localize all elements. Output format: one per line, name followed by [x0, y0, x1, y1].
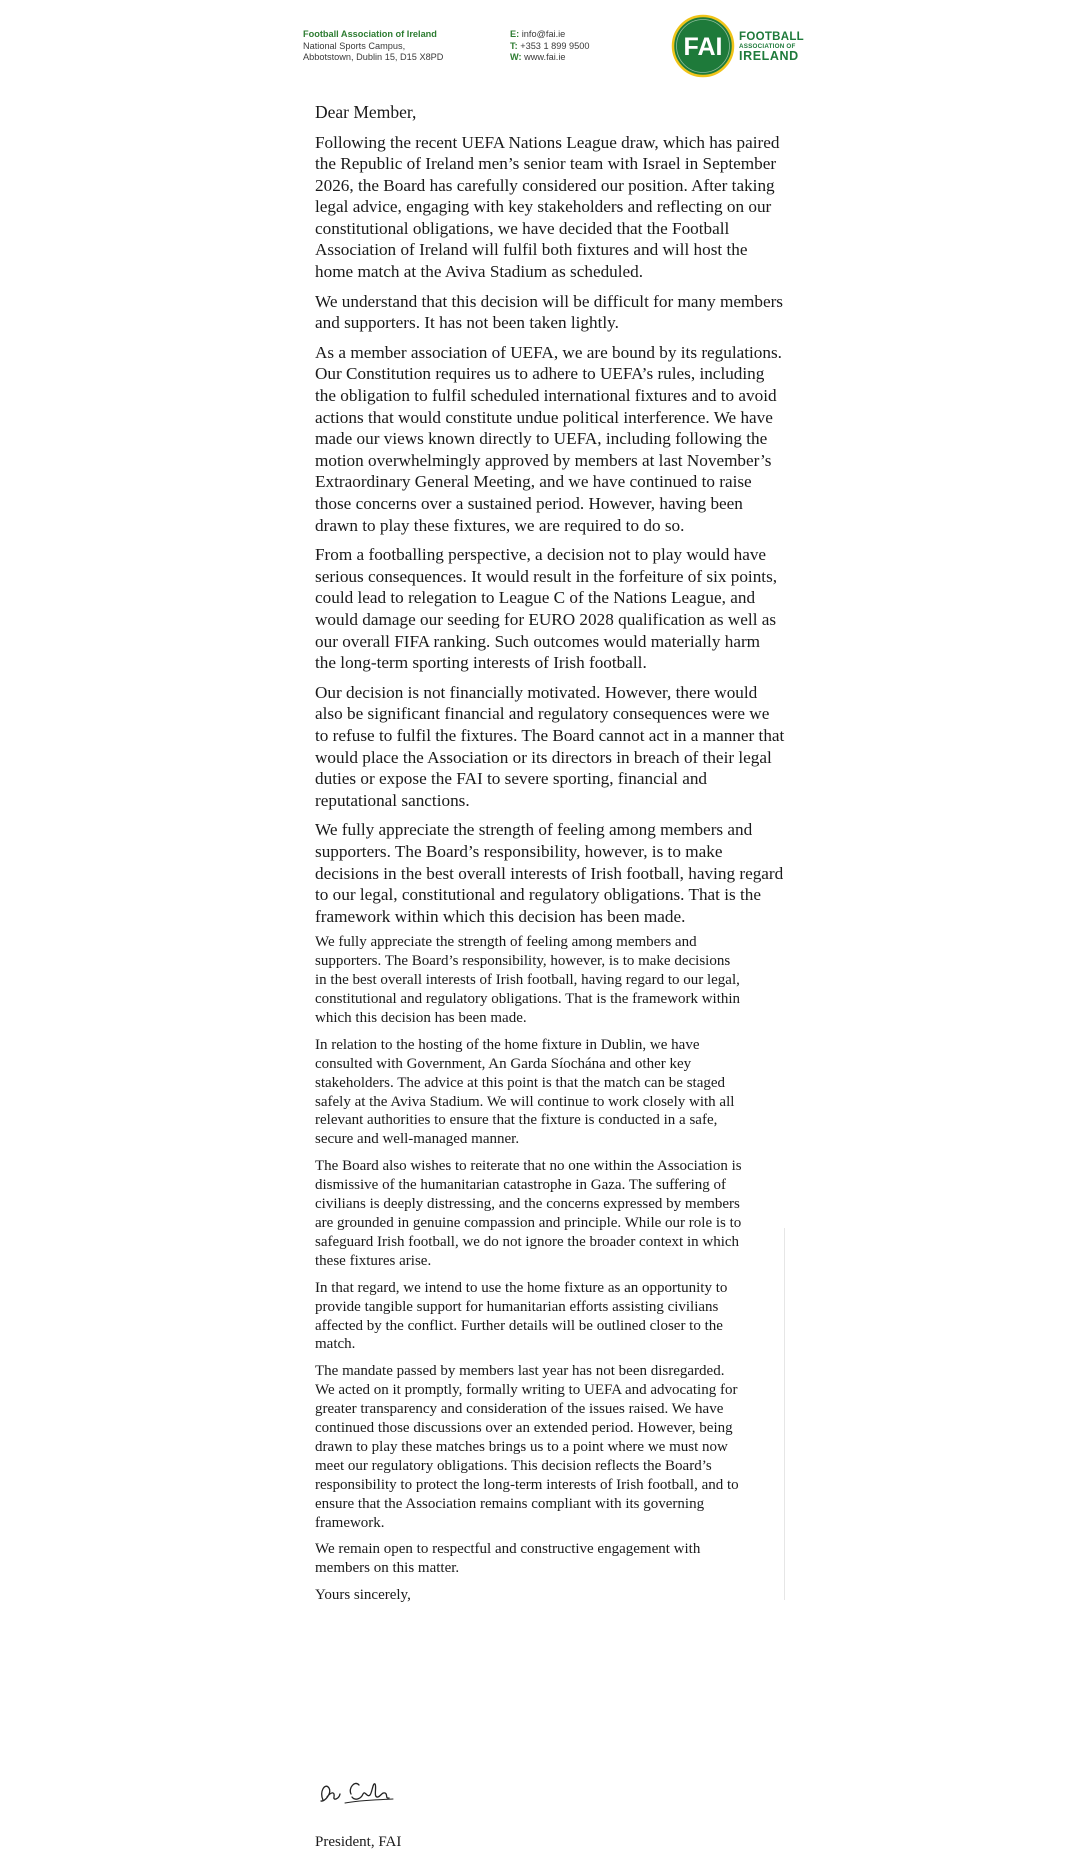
logo-wordmark: FOOTBALL ASSOCIATION OF IRELAND — [739, 31, 804, 63]
signature-image — [315, 1770, 405, 1810]
logo-text: FAI — [683, 33, 723, 61]
paragraph: Following the recent UEFA Nations League draw, which has paired the Republic of Ireland men’s senior team with Israel in September 2026, the Board has carefully considered our position. After taking legal advice, engaging with key stakeholders and reflecting on our constitutional obligations, we have decided that the Football Association of Ireland will fulfil both fixtures and will host the home match at the Aviva Stadium as scheduled. — [315, 132, 780, 282]
address-line-1: National Sports Campus, — [303, 40, 406, 51]
paragraph: In relation to the hosting of the home fixture in Dublin, we have consulted with Government, An Garda Síochána and other key stakeholders. The advice at this point is that the match can be staged safely at the Aviva Stadium. We will continue to work closely with all relevant authorities to ensure that the fixture is conducted in a safe, secure and well-managed manner. — [315, 1036, 735, 1148]
signatory-title: President, FAI — [315, 1834, 402, 1850]
paragraph: The Board also wishes to reiterate that no one within the Association is dismissive of the humanitarian catastrophe in Gaza. The suffering of civilians is deeply distressing, and the concerns expressed by members are grounded in genuine compassion and principle. While our role is to safeguard Irish football, we do not ignore the broader context in which these fixtures arise. — [315, 1158, 742, 1269]
web-row: W: www.fai.ie — [510, 52, 566, 62]
scrollbar-track[interactable] — [784, 1228, 785, 1600]
contact-block — [510, 29, 589, 64]
paragraph: The mandate passed by members last year has not been disregarded. We acted on it promptly, formally writing to UEFA and advocating for greater transparency and consideration of the issues raised. We have continued those discussions over an extended period. However, being drawn to play these matches brings us to a point where we must now meet our regulatory obligations. This decision reflects the Board’s responsibility to protect the long-term interests of Irish football, and to ensure that the Association remains compliant with its governing framework. — [315, 1363, 739, 1531]
web-link[interactable]: www.fai.ie — [524, 52, 566, 62]
paragraph: We understand that this decision will be difficult for many members and supporters. It has not been taken lightly. — [315, 291, 783, 333]
org-name: Football Association of Ireland — [303, 29, 437, 39]
paragraphs-small — [315, 933, 785, 1578]
paragraph: As a member association of UEFA, we are bound by its regulations. Our Constitution requires us to adhere to UEFA’s rules, including the obligation to fulfil scheduled international fixtures and to avoid actions that would constitute undue political interference. We have made our views known directly to UEFA, including following the motion overwhelmingly approved by members at last November’s Extraordinary General Meeting, and we have continued to raise those concerns over a sustained period. However, having been drawn to play these fixtures, we are required to do so. — [315, 342, 782, 535]
greeting: Dear Member, — [315, 102, 417, 122]
letterhead — [0, 0, 1079, 90]
email-link[interactable]: info@fai.ie — [521, 29, 566, 39]
paragraphs-large — [315, 132, 785, 928]
address-line-2: Abbotstown, Dublin 15, D15 X8PD — [303, 52, 444, 62]
paragraph: Our decision is not financially motivated. However, there would also be significant financial and regulatory consequences were we to refuse to fulfil the fixtures. The Board cannot act in a manner that would place the Association or its directors in breach of their legal duties or expose the FAI to severe sporting, financial and reputational sanctions. — [315, 682, 785, 810]
phone-number: +353 1 899 9500 — [520, 40, 590, 51]
sign-off: Yours sincerely, — [315, 1587, 411, 1604]
address-block — [303, 29, 443, 64]
paragraph: We fully appreciate the strength of feeling among members and supporters. The Board’s responsibility, however, is to make decisions in the best overall interests of Irish football, having regard to our legal, constitutional and regulatory obligations. That is the framework within which this decision has been made. — [315, 934, 741, 1026]
paragraph: From a footballing perspective, a decision not to play would have serious consequences. It would result in the forfeiture of six points, could lead to relegation to League C of the Nations League, and would damage our seeding for EURO 2028 qualification as well as our overall FIFA ranking. Such outcomes would materially harm the long-term sporting interests of Irish football. — [315, 545, 778, 673]
letter-body — [315, 102, 785, 1605]
email-row: E: info@fai.ie — [510, 29, 566, 39]
paragraph: We remain open to respectful and constructive engagement with members on this matter. — [315, 1541, 701, 1577]
paragraph: In that regard, we intend to use the home fixture as an opportunity to provide tangible support for humanitarian efforts assisting civilians affected by the conflict. Further details will be outlined closer to the match. — [315, 1279, 728, 1353]
paragraph: We fully appreciate the strength of feeling among members and supporters. The Board’s responsibility, however, is to make decisions in the best overall interests of Irish football, having regard to our legal, constitutional and regulatory obligations. That is the framework within which this decision has been made. — [315, 820, 784, 926]
phone-row: T: +353 1 899 9500 — [510, 40, 590, 51]
